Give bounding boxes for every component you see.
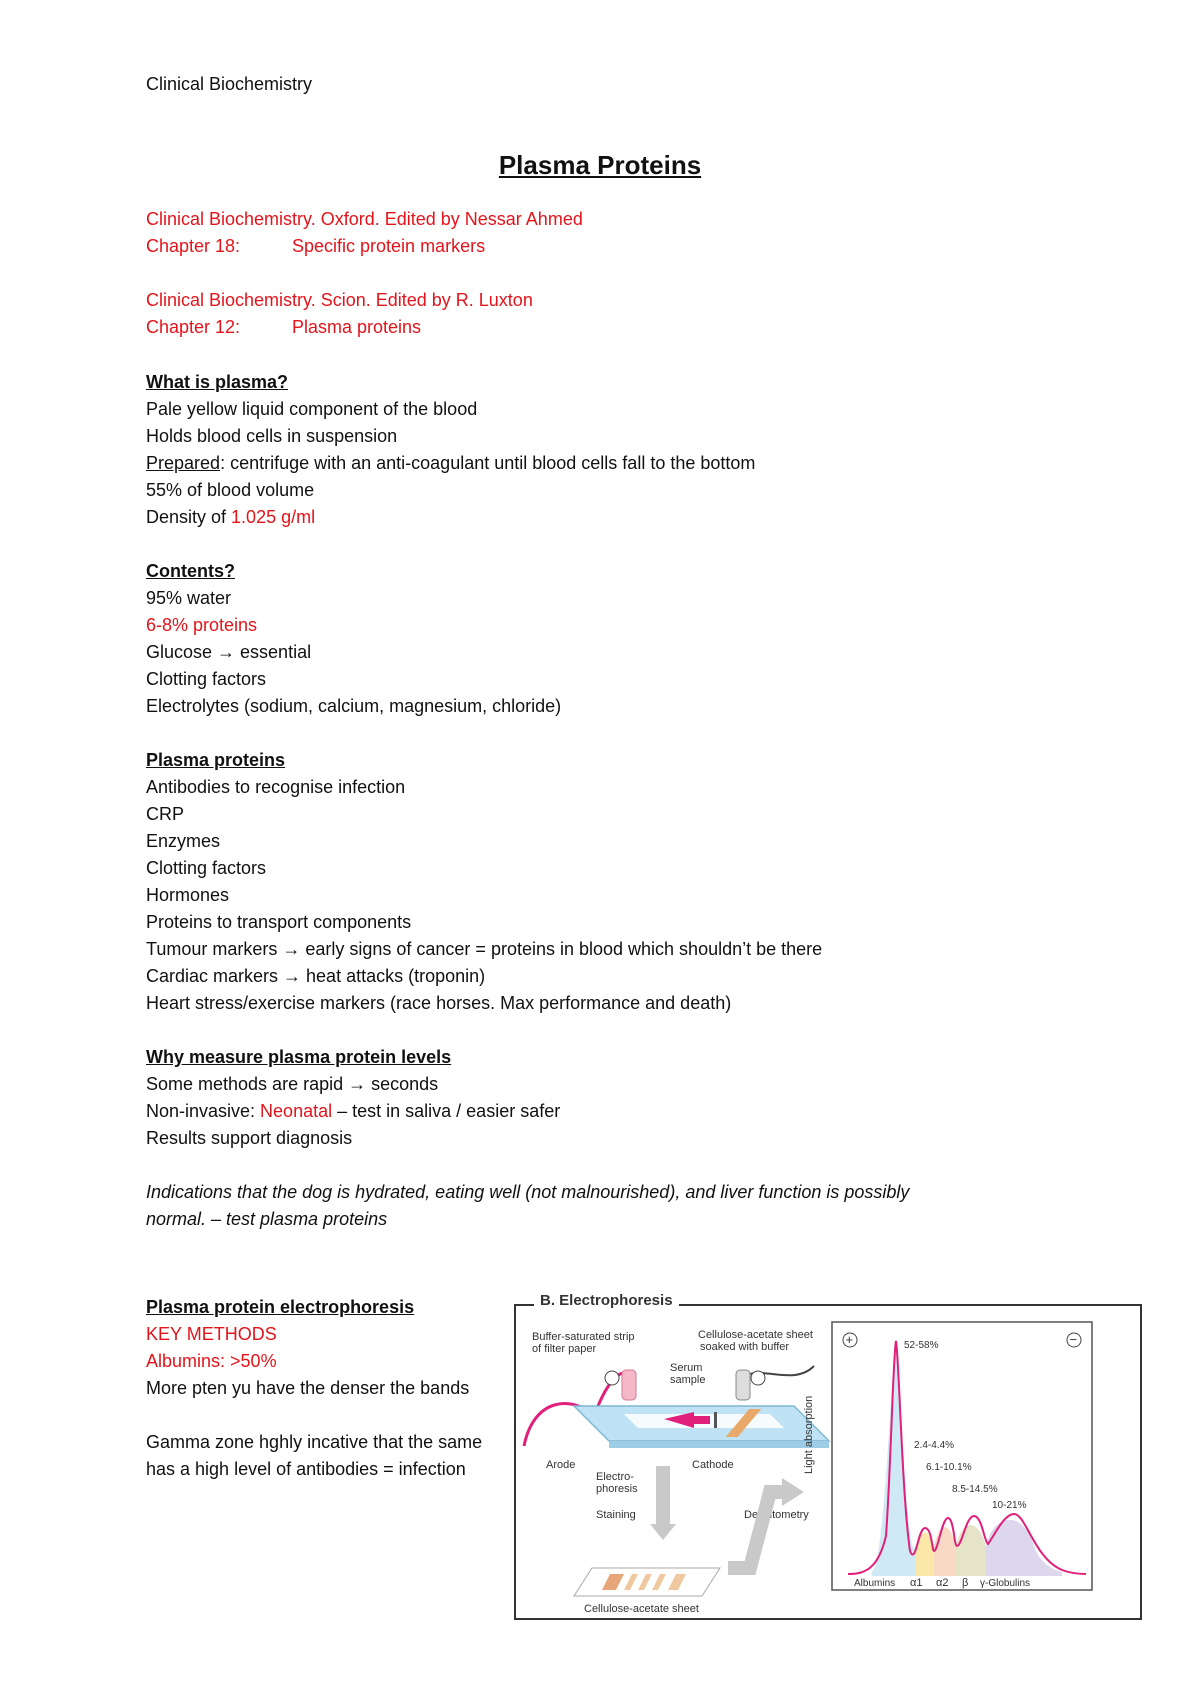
plus-sign: + — [845, 1332, 854, 1347]
staining-arrow — [656, 1466, 670, 1524]
plus-terminal — [605, 1371, 619, 1385]
text-line: Electrolytes (sodium, calcium, magnesium, chloride) — [146, 696, 562, 716]
serum-label-1: Serum — [670, 1362, 703, 1374]
electrophoresis-label-1: Electro- — [596, 1471, 634, 1483]
list-item: Antibodies to recognise infection — [146, 777, 406, 797]
cathode-electrode — [736, 1370, 750, 1400]
beta-percent: 8.5-14.5% — [952, 1484, 998, 1495]
references — [146, 206, 1046, 341]
list-item: Cardiac markers → heat attacks (troponin) — [146, 966, 486, 986]
non-invasive-prefix: Non-invasive: — [146, 1101, 261, 1121]
text-line: Results support diagnosis — [146, 1128, 353, 1148]
text-line: 55% of blood volume — [146, 480, 315, 500]
reference-chapter-2 — [146, 314, 1046, 341]
x-label-gamma: γ-Globulins — [980, 1578, 1031, 1589]
text-line: 95% water — [146, 588, 232, 608]
text-line: Glucose → essential — [146, 642, 312, 662]
minus-sign: − — [1069, 1332, 1078, 1347]
list-item: Tumour markers → early signs of cancer = proteins in blood which shouldn’t be there — [146, 939, 823, 959]
albumins-label: Albumins: >50% — [146, 1351, 277, 1371]
section-heading-why-measure: Why measure plasma protein levels — [146, 1047, 452, 1067]
section-heading-electrophoresis: Plasma protein electrophoresis — [146, 1297, 415, 1317]
neonatal-highlight: Neonatal — [260, 1101, 333, 1121]
sheet-bottom-label: Cellulose-acetate sheet — [584, 1603, 699, 1615]
electrophoresis-figure — [514, 1292, 1146, 1622]
buffer-label-1: Buffer-saturated strip — [532, 1331, 635, 1343]
densitometry-label: Densitometry — [744, 1509, 809, 1521]
sheet-label-2: soaked with buffer — [700, 1341, 790, 1353]
list-item: Heart stress/exercise markers (race horses. Max performance and death) — [146, 993, 732, 1013]
y-axis-label: Light absorption — [803, 1395, 815, 1474]
x-label-albumins: Albumins — [854, 1578, 896, 1589]
anode-electrode — [622, 1370, 636, 1400]
prepared-label: Prepared — [146, 453, 221, 473]
anode-label: Arode — [546, 1459, 576, 1471]
sheet-label-1: Cellulose-acetate sheet — [698, 1329, 813, 1341]
chapter-number: Chapter 18: — [146, 236, 241, 256]
alpha1-percent: 2.4-4.4% — [914, 1440, 955, 1451]
main-content — [146, 369, 1046, 1233]
note-line: Indications that the dog is hydrated, eating well (not malnourished), and liver function is possibly — [146, 1182, 910, 1202]
section-heading-contents: Contents? — [146, 561, 235, 581]
text-line-proteins: 6-8% proteins — [146, 615, 258, 635]
reference-book-2: Clinical Biochemistry. Scion. Edited by R. Luxton — [146, 290, 533, 310]
density-label: Density of — [146, 507, 232, 527]
list-item: Clotting factors — [146, 858, 267, 878]
list-item: Enzymes — [146, 831, 221, 851]
figure-title: B. Electrophoresis — [534, 1292, 679, 1309]
note-line: normal. – test plasma proteins — [146, 1209, 388, 1229]
text-paragraph: More pten yu have the denser the bands — [146, 1378, 470, 1398]
text-line: Clotting factors — [146, 669, 267, 689]
serum-label-2: sample — [670, 1374, 706, 1386]
key-methods-label: KEY METHODS — [146, 1324, 277, 1344]
densitometry-arrow — [728, 1492, 784, 1568]
x-label-alpha1: α1 — [910, 1577, 923, 1589]
text-line-non-invasive — [146, 1098, 1046, 1125]
list-item: Hormones — [146, 885, 230, 905]
plate-edge — [609, 1441, 829, 1448]
text-line: Some methods are rapid → seconds — [146, 1074, 439, 1094]
minus-terminal — [751, 1371, 765, 1385]
header-label: Clinical Biochemistry — [146, 74, 313, 94]
section-heading-plasma-proteins: Plasma proteins — [146, 750, 286, 770]
text-line: Pale yellow liquid component of the blood — [146, 399, 478, 419]
x-label-alpha2: α2 — [936, 1577, 949, 1589]
alpha2-percent: 6.1-10.1% — [926, 1462, 972, 1473]
text-line: Holds blood cells in suspension — [146, 426, 398, 446]
list-item: CRP — [146, 804, 185, 824]
page-title: Plasma Proteins — [498, 150, 702, 180]
reference-book-1: Clinical Biochemistry. Oxford. Edited by Nessar Ahmed — [146, 209, 583, 229]
staining-label: Staining — [596, 1509, 636, 1521]
chapter-topic: Specific protein markers — [292, 236, 486, 256]
reference-chapter-1 — [146, 233, 1046, 260]
section-heading-what-is-plasma: What is plasma? — [146, 372, 289, 392]
text-line-prepared — [146, 450, 1046, 477]
electrophoresis-notes — [146, 1294, 486, 1483]
figure-illustration — [514, 1296, 1146, 1622]
list-item: Proteins to transport components — [146, 912, 412, 932]
density-value: 1.025 g/ml — [231, 507, 316, 527]
text-paragraph: Gamma zone hghly incative that the same has a high level of antibodies = infection — [146, 1432, 483, 1479]
serum-slot — [714, 1412, 717, 1428]
buffer-label-2: of filter paper — [532, 1343, 597, 1355]
prepared-text: : centrifuge with an anti-coagulant until blood cells fall to the bottom — [220, 453, 756, 473]
gamma-percent: 10-21% — [992, 1500, 1027, 1511]
cathode-label: Cathode — [692, 1459, 734, 1471]
chapter-number: Chapter 12: — [146, 317, 241, 337]
albumin-percent: 52-58% — [904, 1340, 939, 1351]
electrophoresis-label-2: phoresis — [596, 1483, 638, 1495]
non-invasive-suffix: – test in saliva / easier safer — [332, 1101, 561, 1121]
x-label-beta: β — [962, 1577, 969, 1589]
text-line-density — [146, 504, 1046, 531]
chapter-topic: Plasma proteins — [292, 317, 422, 337]
